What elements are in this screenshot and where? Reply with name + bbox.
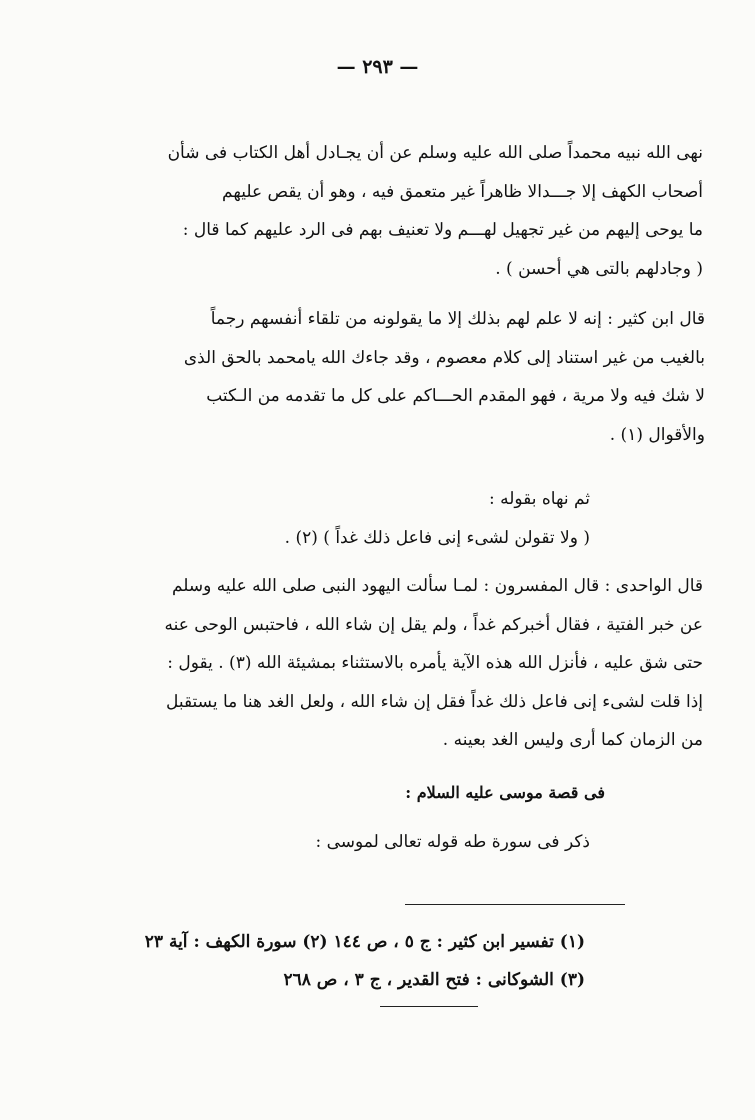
section-intro: ذكر فى سورة طه قوله تعالى لموسى : (315, 832, 590, 852)
section-heading: فى قصة موسى عليه السلام : (405, 783, 605, 802)
footnote-line: (١) تفسير ابن كثير : ج ٥ ، ص ١٤٤ (٢) سورة الكهف : آية ٢٣ (144, 932, 585, 952)
text-line: ثم نهاه بقوله : (488, 489, 590, 509)
text-line: عن خبر الفتية ، فقال أخبركم غداً ، ولم يقل إن شاء الله ، فاحتبس الوحى عنه (164, 614, 703, 635)
text-line: ( وجادلهم بالتى هي أحسن ) . (495, 258, 703, 279)
footnote-separator (405, 904, 625, 905)
text-line: حتى شق عليه ، فأنزل الله هذه الآية يأمره بالاستثناء بمشيئة الله (٣) . يقول : (167, 653, 703, 673)
text-line: قال الواحدى : قال المفسرون : لمـا سألت اليهود النبى صلى الله عليه وسلم (171, 576, 703, 596)
footnote-line: (٣) الشوكانى : فتح القدير ، ج ٣ ، ص ٢٦٨ (283, 970, 585, 990)
text-line: أصحاب الكهف إلا جـــدالا ظاهراً غير متعمق فيه ، وهو أن يقص عليهم (222, 181, 703, 202)
text-line: نهى الله نبيه محمداً صلى الله عليه وسلم عن أن يجـادل أهل الكتاب فى شأن (167, 143, 703, 163)
text-line: إذا قلت لشىء إنى فاعل ذلك غداً فقل إن شاء الله ، ولعل الغد هنا ما يستقبل (165, 691, 703, 712)
paragraph-1 (93, 134, 703, 288)
bottom-rule (380, 1006, 478, 1007)
page-number: — ٢٩٣ — (336, 56, 419, 78)
text-line: قال ابن كثير : إنه لا علم لهم بذلك إلا ما يقولونه من تلقاء أنفسهم رجماً (210, 309, 705, 329)
paragraph-2 (95, 300, 705, 454)
paragraph-4 (93, 567, 703, 760)
text-line: من الزمان كما أرى وليس الغد بعينه . (442, 730, 703, 750)
paragraph-3 (0, 480, 590, 557)
text-line: والأقوال (١) . (609, 424, 705, 445)
text-line: لا شك فيه ولا مرية ، فهو المقدم الحـــاكم على كل ما تقدمه من الـكتب (206, 386, 705, 406)
text-line: بالغيب من غير استناد إلى كلام معصوم ، وقد جاءك الله يامحمد بالحق الذى (183, 347, 705, 368)
text-line: ما يوحى إليهم من غير تجهيل لهـــم ولا تعنيف بهم فى الرد عليهم كما قال : (182, 220, 703, 240)
text-line: ( ولا تقولن لشىء إنى فاعل ذلك غداً ) (٢) . (284, 527, 590, 548)
